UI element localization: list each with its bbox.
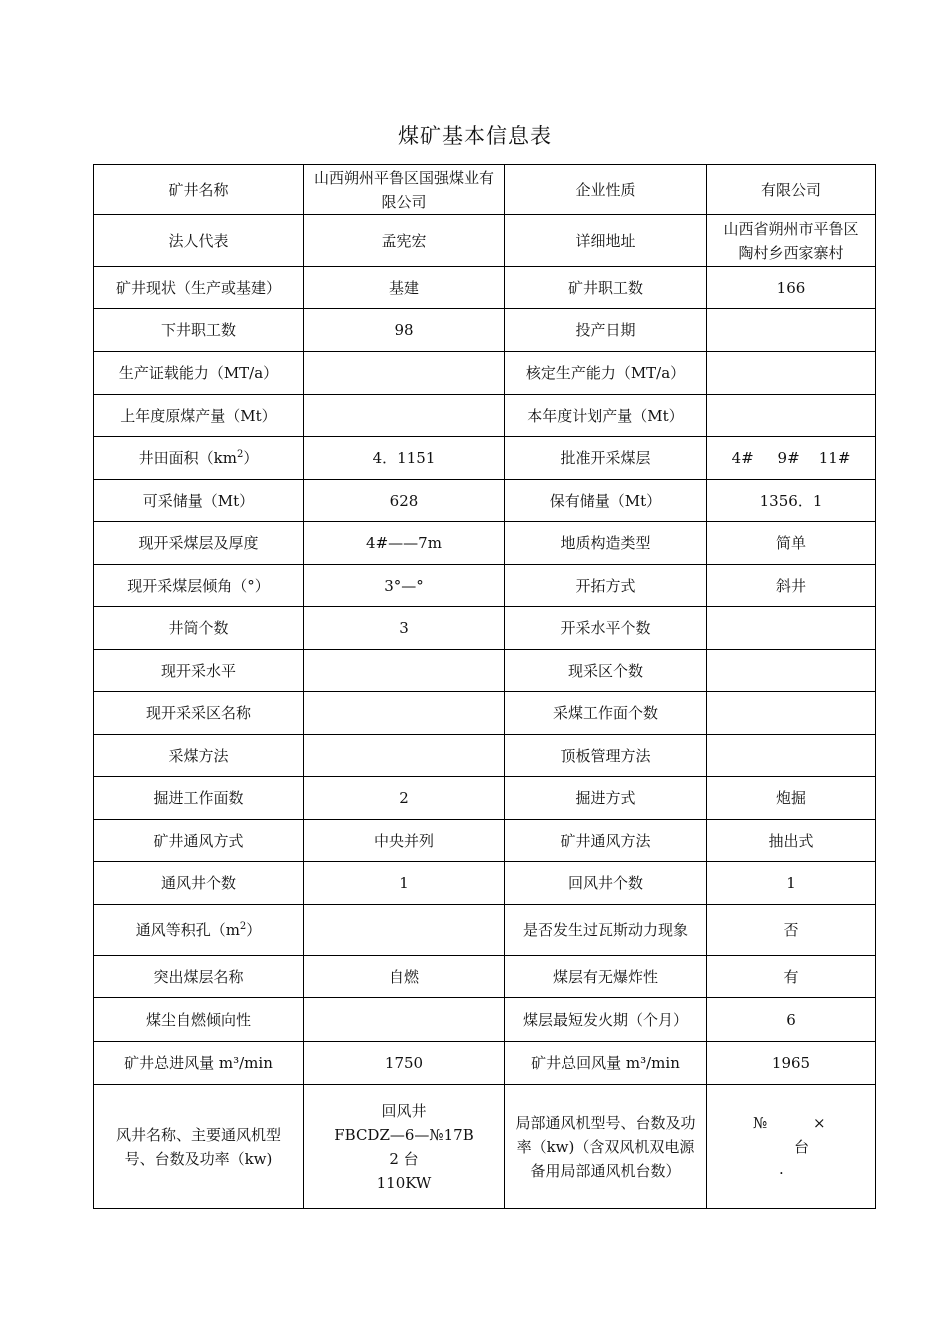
label-cell: 局部通风机型号、台数及功率（kw)（含双风机双电源备用局部通风机台数） [505,1085,707,1209]
label-cell: 风井名称、主要通风机型号、台数及功率（kw) [94,1085,304,1209]
label-cell: 下井职工数 [94,309,304,352]
label-cell: 批准开采煤层 [505,437,707,480]
value-cell [304,692,505,735]
value-cell: 4# 9# 11# [707,437,876,480]
label-cell [94,437,304,480]
table-row [94,1085,876,1209]
value-cell [304,998,505,1042]
unit-tai: 台 [794,1137,810,1156]
label-cell: 现开采煤层及厚度 [94,522,304,565]
table-row [94,607,876,650]
value-cell: 有 [707,956,876,998]
value-cell [304,905,505,956]
table-row [94,820,876,862]
label-cell: 矿井名称 [94,165,304,215]
value-cell [707,735,876,777]
value-cell [707,352,876,395]
label-cell: 矿井总回风量 m³/min [505,1042,707,1085]
value-cell [707,309,876,352]
table-row [94,480,876,522]
value-cell [707,607,876,650]
value-cell: 1750 [304,1042,505,1085]
table-row [94,735,876,777]
number-sign: № [753,1113,768,1132]
table-row [94,777,876,820]
label-cell: 矿井总进风量 m³/min [94,1042,304,1085]
label-cell: 矿井现状（生产或基建） [94,267,304,309]
label-cell: 可采储量（Mt） [94,480,304,522]
label-cell: 掘进方式 [505,777,707,820]
value-cell: 基建 [304,267,505,309]
value-cell [707,650,876,692]
value-cell: 628 [304,480,505,522]
label-cell: 是否发生过瓦斯动力现象 [505,905,707,956]
table-row [94,692,876,735]
times-sign: × [813,1113,826,1132]
label-cell: 企业性质 [505,165,707,215]
value-cell [304,650,505,692]
label-cell [94,905,304,956]
table-row [94,437,876,480]
label-cell: 井筒个数 [94,607,304,650]
label-cell: 采煤方法 [94,735,304,777]
label-cell: 上年度原煤产量（Mt） [94,395,304,437]
coal-mine-info-table [93,164,876,1209]
label-cell: 详细地址 [505,215,707,267]
label-tail: ） [243,449,259,467]
table-row [94,862,876,905]
value-cell: 1 [304,862,505,905]
table-row [94,267,876,309]
value-cell [707,692,876,735]
label-cell: 矿井职工数 [505,267,707,309]
table-row [94,165,876,215]
table-row [94,522,876,565]
label-cell: 本年度计划产量（Mt） [505,395,707,437]
value-cell [304,395,505,437]
value-cell: 166 [707,267,876,309]
value-cell: 孟宪宏 [304,215,505,267]
value-cell: 抽出式 [707,820,876,862]
label-cell: 采煤工作面个数 [505,692,707,735]
label-cell: 煤尘自燃倾向性 [94,998,304,1042]
label-cell: 通风井个数 [94,862,304,905]
value-cell: 山西朔州平鲁区国强煤业有限公司 [304,165,505,215]
page-title: 煤矿基本信息表 [398,124,552,148]
table-row [94,565,876,607]
label-tail: ） [246,921,262,939]
value-cell: 自燃 [304,956,505,998]
label-cell: 开拓方式 [505,565,707,607]
value-cell [707,1085,876,1209]
label-cell: 保有储量（Mt） [505,480,707,522]
value-cell: 中央并列 [304,820,505,862]
value-cell: 4#——7m [304,522,505,565]
value-cell: 斜井 [707,565,876,607]
value-cell: 98 [304,309,505,352]
table-row [94,1042,876,1085]
value-cell: 1965 [707,1042,876,1085]
dot-mark: . [779,1159,784,1178]
label-text: 通风等积孔（m [135,921,240,939]
value-cell: 炮掘 [707,777,876,820]
label-cell: 生产证载能力（MT/a） [94,352,304,395]
table-row [94,650,876,692]
label-cell: 回风井个数 [505,862,707,905]
table-row [94,998,876,1042]
value-cell: 3 [304,607,505,650]
superscript: 2 [236,449,244,460]
table-row [94,352,876,395]
value-cell: 4．1151 [304,437,505,480]
superscript: 2 [239,921,247,932]
label-cell: 顶板管理方法 [505,735,707,777]
value-cell: 回风井 FBCDZ—6—№17B 2 台 110KW [304,1085,505,1209]
value-cell: 1356．1 [707,480,876,522]
label-cell: 掘进工作面数 [94,777,304,820]
value-cell: 6 [707,998,876,1042]
value-cell: 1 [707,862,876,905]
label-cell: 核定生产能力（MT/a） [505,352,707,395]
label-cell: 突出煤层名称 [94,956,304,998]
value-cell: 否 [707,905,876,956]
label-cell: 法人代表 [94,215,304,267]
label-cell: 投产日期 [505,309,707,352]
table-row [94,956,876,998]
value-cell [707,395,876,437]
value-cell: 山西省朔州市平鲁区陶村乡西家寨村 [707,215,876,267]
label-cell: 现开采水平 [94,650,304,692]
value-cell: 简单 [707,522,876,565]
label-cell: 现开采采区名称 [94,692,304,735]
value-cell: 2 [304,777,505,820]
value-cell [304,735,505,777]
value-cell: 3°—° [304,565,505,607]
table-row [94,309,876,352]
label-cell: 矿井通风方法 [505,820,707,862]
table-row [94,215,876,267]
table-row [94,905,876,956]
label-cell: 现开采煤层倾角（°） [94,565,304,607]
label-cell: 开采水平个数 [505,607,707,650]
value-cell: 有限公司 [707,165,876,215]
label-cell: 煤层有无爆炸性 [505,956,707,998]
table-row [94,395,876,437]
label-text: 井田面积（km [138,449,237,467]
label-cell: 现采区个数 [505,650,707,692]
label-cell: 地质构造类型 [505,522,707,565]
label-cell: 矿井通风方式 [94,820,304,862]
local-fan-value [717,1087,865,1207]
label-cell: 煤层最短发火期（个月） [505,998,707,1042]
value-cell [304,352,505,395]
